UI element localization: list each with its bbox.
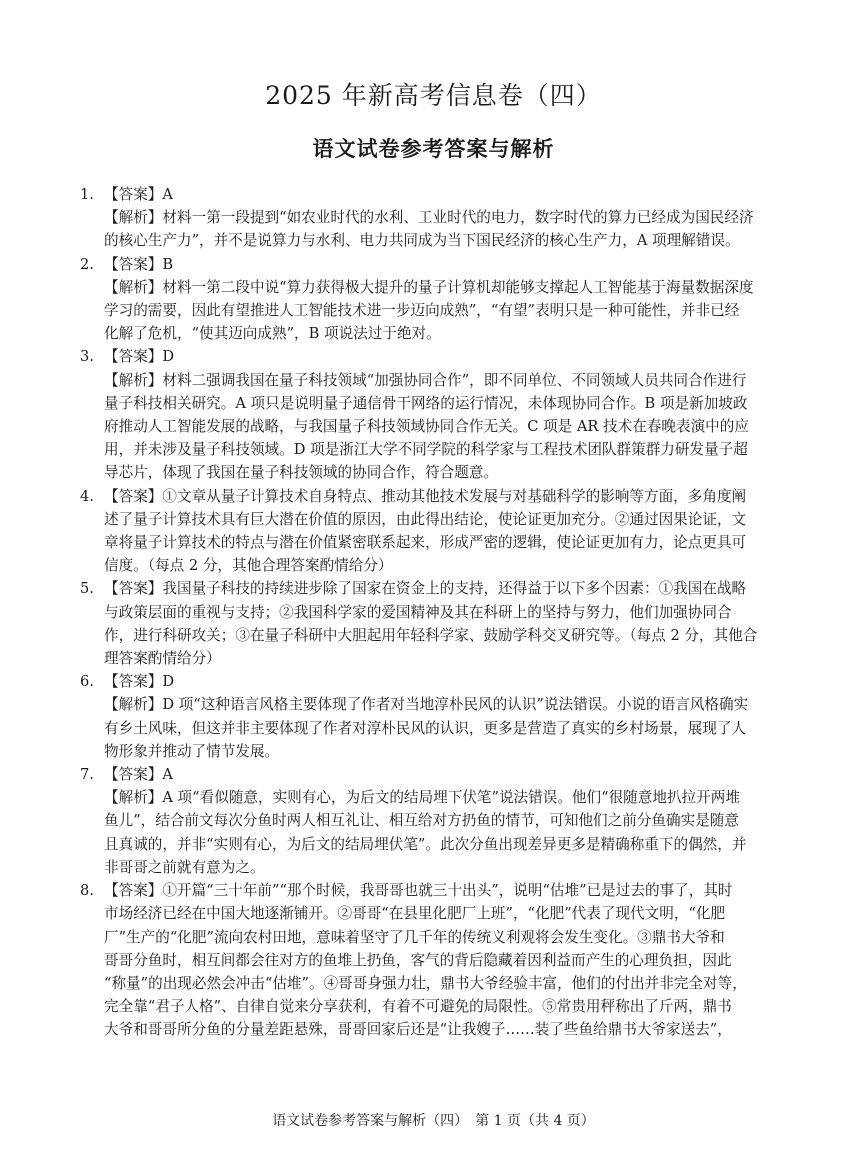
answer-text-line: “称量”的出现必然会冲击“估堆”。④哥哥身强力壮，鼎书大爷经验丰富，他们的付出并非完全对等， <box>104 974 747 992</box>
answer-text-line: 量子科技相关研究。A 项只是说明量子通信骨干网络的运行情况，未体现协同合作。B 项是新加坡政 <box>104 394 748 412</box>
question-number: 3. <box>80 348 94 366</box>
question-number: 2. <box>80 255 94 273</box>
answer-text-line: 【答案】B <box>104 255 174 273</box>
answer-text-line: 学习的需要，因此有望推进人工智能技术进一步迈向成熟”，“有望”表明只是一种可能性，并非已经 <box>104 302 740 320</box>
answer-text-line: 完全靠“君子人格”、自律自觉来分享获利，有着不可避免的局限性。⑤常贵用秤称出了斤两，鼎书 <box>104 998 732 1016</box>
answer-text-line: 市场经济已经在中国大地逐渐铺开。②哥哥“在县里化肥厂上班”，“化肥”代表了现代文明，“化肥 <box>104 905 726 923</box>
answer-text-line: 【答案】D <box>104 673 175 691</box>
answer-text-line: 且真诚的，并非“实则有心，为后文的结局埋伏笔”。此次分鱼出现差异更多是精确称重下的偶然，并 <box>104 835 747 853</box>
answer-text-line: 【答案】①开篇“三十年前”“那个时候，我哥哥也就三十出头”，说明“估堆”已是过去的事了，其时 <box>104 882 733 900</box>
answer-text-line: 的核心生产力”，并不是说算力与水利、电力共同成为当下国民经济的核心生产力，A 项理解错误。 <box>104 232 740 250</box>
answer-text-line: 厂”生产的“化肥”流向农村田地，意味着坚守了几千年的传统义利观将会发生变化。③鼎书大爷和 <box>104 928 725 946</box>
answer-text-line: 鱼儿”，结合前文每次分鱼时两人相互礼让、相互给对方扔鱼的情节，可知他们之前分鱼确实是随意 <box>104 812 739 830</box>
question-number: 8. <box>80 882 94 900</box>
answer-text-line: 【答案】我国量子科技的持续进步除了国家在资金上的支持，还得益于以下多个因素：①我国在战略 <box>104 580 747 598</box>
answer-text-line: 【答案】D <box>104 348 175 366</box>
answer-text-line: 有乡土风味，但这并非主要体现了作者对淳朴民风的认识，更多是营造了真实的乡村场景，展现了人 <box>104 719 747 737</box>
page-footer: 语文试卷参考答案与解析（四） 第 1 页（共 4 页） <box>272 1113 595 1129</box>
question-number: 7. <box>80 766 94 784</box>
answer-text-line: 非哥哥之前就有意为之。 <box>104 858 265 876</box>
answer-text-line: 章将量子计算技术的特点与潜在价值紧密联系起来，形成严密的逻辑，使论证更加有力，论点更具可 <box>104 534 747 552</box>
answer-text-line: 理答案酌情给分） <box>104 650 221 668</box>
answer-text-line: 【答案】A <box>104 186 173 203</box>
question-number: 1. <box>80 186 94 203</box>
answer-text-line: 【解析】A 项“看似随意，实则有心，为后文的结局埋下伏笔”说法错误。他们“很随意地扒拉开两堆 <box>104 789 740 807</box>
answer-item <box>80 763 787 879</box>
answer-text-line: 【答案】①文章从量子计算技术自身特点、推动其他技术发展与对基础科学的影响等方面，多角度阐 <box>104 487 747 505</box>
question-number: 4. <box>80 487 94 505</box>
answer-text-line: 导芯片，体现了我国在量子科技领域的协同合作，符合题意。 <box>104 464 499 482</box>
answer-text-line: 【答案】A <box>104 766 173 784</box>
answer-text-line: 【解析】材料一第二段中说“算力获得极大提升的量子计算机却能够支撑起人工智能基于海量数据深度 <box>104 278 754 296</box>
question-number: 6. <box>80 673 94 691</box>
answer-item <box>80 670 787 763</box>
answer-text-line: 【解析】D 项“这种语言风格主要体现了作者对当地淳朴民风的认识”说法错误。小说的语言风格确实 <box>104 696 749 714</box>
answer-item <box>80 253 787 346</box>
answer-text-line: 物形象并推动了情节发展。 <box>104 742 280 760</box>
answer-list <box>80 183 787 1042</box>
question-number: 5. <box>80 580 94 598</box>
answer-text-line: 府推动人工智能发展的战略，与我国量子科技领域协同合作无关。C 项是 AR 技术在春晚表演中的应 <box>104 418 749 436</box>
answer-item <box>80 577 787 670</box>
page-subtitle: 语文试卷参考答案与解析 <box>312 137 555 161</box>
answer-text-line: 化解了危机，“使其迈向成熟”，B 项说法过于绝对。 <box>104 325 441 343</box>
answer-item <box>80 345 787 484</box>
answer-text-line: 大爷和哥哥所分鱼的分量差距悬殊，哥哥回家后还是“让我嫂子……装了些鱼给鼎书大爷家送去”， <box>104 1021 732 1039</box>
answer-text-line: 作，进行科研攻关；③在量子科研中大胆起用年轻科学家、鼓励学科交叉研究等。（每点 2 分，其他合 <box>104 626 758 644</box>
page-title: 2025 年新高考信息卷（四） <box>265 81 602 110</box>
answer-item <box>80 879 787 1041</box>
answer-text-line: 【解析】材料二强调我国在量子科技领域“加强协同合作”，即不同单位、不同领域人员共同合作进行 <box>104 371 747 389</box>
answer-item <box>80 485 787 578</box>
answer-text-line: 哥哥分鱼时，相互间都会往对方的鱼堆上扔鱼，客气的背后隐藏着因利益而产生的心理负担，因此 <box>104 951 732 969</box>
answer-text-line: 述了量子计算技术具有巨大潜在价值的原因，由此得出结论，使论证更加充分。②通过因果论证，文 <box>104 510 747 528</box>
answer-item <box>80 183 787 253</box>
answer-text-line: 与政策层面的重视与支持；②我国科学家的爱国精神及其在科研上的坚持与努力，他们加强协同合 <box>104 603 732 621</box>
answer-text-line: 用，并未涉及量子科技领域。D 项是浙江大学不同学院的科学家与工程技术团队群策群力研发量子超 <box>104 441 748 459</box>
answer-text-line: 【解析】材料一第一段提到“如农业时代的水利、工业时代的电力，数字时代的算力已经成为国民经济 <box>104 209 754 227</box>
answer-text-line: 信度。（每点 2 分，其他合理答案酌情给分） <box>104 557 393 575</box>
